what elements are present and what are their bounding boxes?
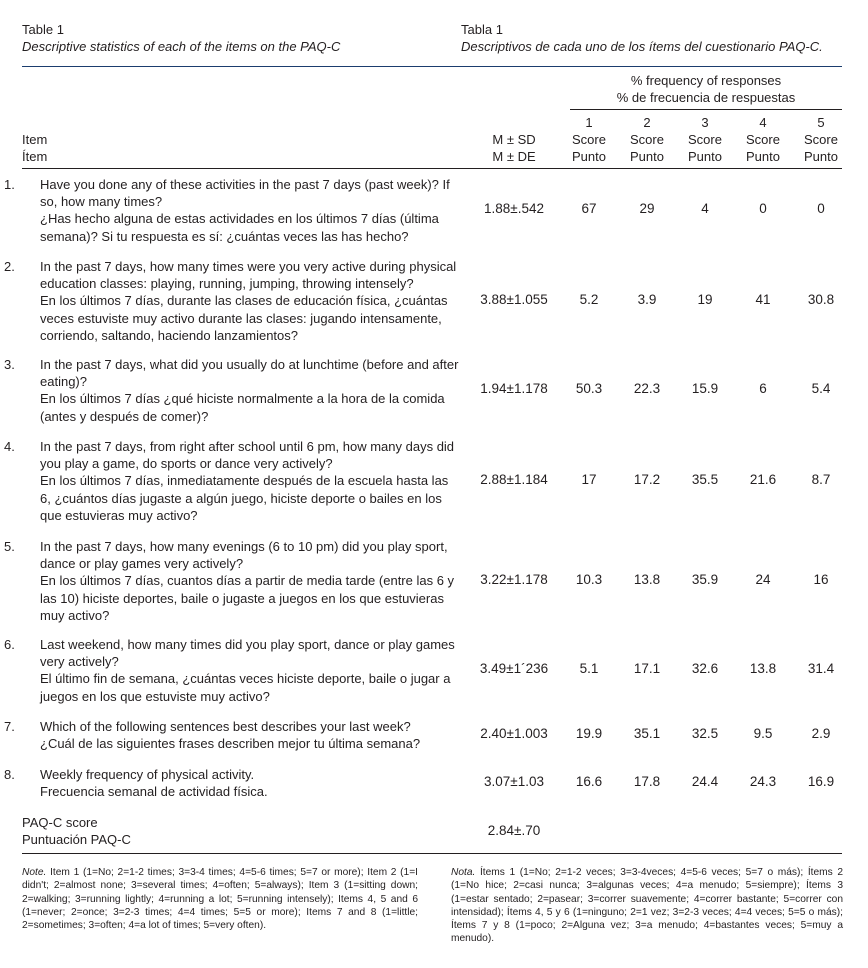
- table-subtitle-en: Descriptive statistics of each of the items on the PAQ-C: [22, 39, 341, 54]
- score-col-1-number: 1: [585, 115, 593, 130]
- row-7-score-1-value: 19.9: [575, 726, 603, 742]
- table-row-7-text: [4, 718, 462, 752]
- row-7-mean-sd: 2.40±1.003: [480, 726, 548, 742]
- row-6-score-3-value: 32.6: [691, 661, 719, 677]
- row-4-question-es: En los últimos 7 días, inmediatamente después de la escuela hasta las 6, ¿cuántos días jugaste a algún juego, hiciste deporte o bailes en los que estuvieras muy activo?: [40, 473, 449, 523]
- table-row-1-text: [4, 176, 462, 245]
- table-row-4-text: [4, 438, 462, 524]
- row-4-question-en: [4, 438, 462, 472]
- row-6-score-4-value: 13.8: [749, 661, 777, 677]
- row-5-score-5-value: 16: [813, 572, 829, 587]
- table-row-8-text: [4, 766, 462, 800]
- score-col-3-number: 3: [701, 115, 709, 130]
- score-col-3-label-es: Punto: [688, 149, 722, 164]
- row-8-question-en: [4, 766, 462, 783]
- row-3-score-5-value: 5.4: [811, 381, 831, 397]
- row-3-number: 3.: [4, 357, 15, 372]
- row-3-score-3-value: 15.9: [691, 381, 719, 397]
- row-6-question-en: [4, 636, 462, 670]
- score-col-1-label-en: Score: [572, 132, 606, 147]
- bottom-rule: [22, 853, 842, 854]
- row-7-score-3-value: 32.5: [691, 726, 719, 742]
- row-6-score-5-value: 31.4: [807, 661, 835, 677]
- row-8-score-4-value: 24.3: [749, 774, 777, 790]
- row-1-score-4-value: 0: [759, 201, 767, 217]
- score-col-5-label-es: Punto: [804, 149, 838, 164]
- score-col-3-label-en: Score: [688, 132, 722, 147]
- score-col-2-label-es: Punto: [630, 149, 664, 164]
- row-7-question-es: ¿Cuál de las siguientes frases describen mejor tu última semana?: [40, 736, 421, 752]
- row-5-mean-sd: 3.22±1.178: [480, 572, 548, 587]
- row-6-score-2-value: 17.1: [633, 661, 661, 677]
- freq-header-es: % de frecuencia de respuestas: [616, 90, 796, 105]
- row-1-question-en: [4, 176, 462, 210]
- row-3-question-es: En los últimos 7 días ¿qué hiciste normalmente a la hora de la comida (antes y después de comer)?: [40, 391, 445, 424]
- row-6-question-en-text: Last weekend, how many times did you play sport, dance or play games very actively?: [40, 637, 455, 670]
- row-4-question-en-text: In the past 7 days, from right after school until 6 pm, how many days did you play a game, do sports or dance very actively?: [40, 439, 455, 472]
- score-col-5-number: 5: [817, 115, 825, 130]
- row-2-score-4-value: 41: [755, 292, 771, 307]
- table-subtitle-es: Descriptivos de cada uno de los ítems del cuestionario PAQ-C.: [461, 39, 823, 54]
- row-3-question-en-text: In the past 7 days, what did you usually do at lunchtime (before and after eating)?: [40, 357, 459, 390]
- row-8-question-en-text: Weekly frequency of physical activity.: [40, 767, 255, 782]
- note-es-text: Ítems 1 (1=No; 2=1-2 veces; 3=3-4veces; 4=5-6 veces; 5=7 o más); Ítems 2 (1=No hice; 2=casi nunca; 3=algunas veces; 4=a menudo; 5=siempre); Ítems 3 (1=estar sentado; 2=pasear; 3=correr suavemente; 4=correr bastante; 5=correr con intensidad); Ítems 4, 5 y 6 (1=ninguno; 2=1 vez; 3=2-3 veces; 4=4 veces; 5=5 o más); Ítems 7 y 8 (1=poco; 2=Alguna vez; 3=a menudo; 4=bastantes veces; 5=muy a menudo).: [451, 867, 843, 945]
- row-5-score-2-value: 13.8: [633, 572, 661, 587]
- row-1-question-es: ¿Has hecho alguna de estas actividades en los últimos 7 días (última semana)? Si tu respuesta es sí: ¿cuántas veces las has hecho?: [40, 211, 439, 244]
- score-col-2-label-en: Score: [630, 132, 664, 147]
- row-1-number: 1.: [4, 177, 15, 192]
- header-rule: [22, 168, 842, 169]
- row-1-score-2-value: 29: [639, 201, 655, 217]
- row-4-number: 4.: [4, 439, 15, 454]
- row-1-mean-sd: 1.88±.542: [484, 201, 544, 217]
- row-4-score-3-value: 35.5: [691, 472, 719, 487]
- note-en-text: Item 1 (1=No; 2=1-2 times; 3=3-4 times; 4=5-6 times; 5=7 or more); Item 2 (1=I didn't; 2=almost none; 3=several times; 4=often; 5=always); Item 3 (1=sitting down; 2=walking; 3=running lightly; 4=running a lot; 5=running intensely); Items 4, 5 and 6 (1=never; 2=once; 3=2-3 times; 4=4 times; 5=5 or more); Items 7 and 8 (1=little; 2=sometimes; 3=often; 4=a lot of times; 5=very often).: [22, 867, 418, 932]
- top-rule: [22, 66, 842, 67]
- note-en: [22, 866, 418, 932]
- score-row-label-es: Puntuación PAQ-C: [22, 832, 131, 847]
- row-6-mean-sd: 3.49±1´236: [479, 661, 549, 677]
- row-3-mean-sd: 1.94±1.178: [480, 381, 548, 397]
- row-8-score-3-value: 24.4: [691, 774, 719, 790]
- row-3-score-1-value: 50.3: [575, 381, 603, 397]
- note-en-label: Note.: [22, 867, 47, 878]
- row-4-mean-sd: 2.88±1.184: [480, 472, 548, 487]
- table-row-6-text: [4, 636, 462, 705]
- score-row-label-en: PAQ-C score: [22, 815, 98, 830]
- score-col-1-label-es: Punto: [572, 149, 606, 164]
- row-2-score-1-value: 5.2: [579, 292, 599, 307]
- row-2-number: 2.: [4, 259, 15, 274]
- row-4-score-2-value: 17.2: [633, 472, 661, 487]
- freq-header-rule: [570, 109, 842, 110]
- row-2-mean-sd: 3.88±1.055: [480, 292, 548, 307]
- row-1-score-3-value: 4: [701, 201, 709, 217]
- row-2-question-es: En los últimos 7 días, durante las clases de educación física, ¿cuántas veces estuviste muy activo durante las clases: jugando intensamente, corriendo, saltando, haciendo lanzamientos?: [40, 293, 448, 343]
- col-item-en: Item: [22, 132, 48, 147]
- row-1-score-1-value: 67: [581, 201, 597, 217]
- row-4-score-4-value: 21.6: [749, 472, 777, 487]
- row-7-question-en: [4, 718, 462, 735]
- row-1-question-en-text: Have you done any of these activities in the past 7 days (past week)? If so, how many times?: [40, 177, 450, 210]
- col-msd-en: M ± SD: [492, 132, 536, 147]
- col-item-es: Ítem: [22, 149, 48, 164]
- score-row-msd: 2.84±.70: [487, 823, 541, 838]
- row-6-question-es: El último fin de semana, ¿cuántas veces hiciste deporte, baile o jugar a juegos en los que estuviste muy activo?: [40, 671, 451, 704]
- table-title-en: Table 1: [22, 22, 64, 37]
- table-row-2-text: [4, 258, 462, 344]
- row-5-score-4-value: 24: [755, 572, 771, 587]
- row-5-question-en: [4, 538, 462, 572]
- row-8-number: 8.: [4, 767, 15, 782]
- row-4-score-1-value: 17: [581, 472, 597, 487]
- row-8-score-2-value: 17.8: [633, 774, 661, 790]
- row-8-mean-sd: 3.07±1.03: [484, 774, 544, 790]
- row-6-number: 6.: [4, 637, 15, 652]
- row-1-score-5-value: 0: [817, 201, 825, 217]
- row-2-question-en: [4, 258, 462, 292]
- row-7-question-en-text: Which of the following sentences best describes your last week?: [40, 719, 411, 734]
- row-2-score-3-value: 19: [697, 292, 713, 307]
- score-col-2-number: 2: [643, 115, 651, 130]
- row-2-score-2-value: 3.9: [637, 292, 657, 307]
- row-8-score-1-value: 16.6: [575, 774, 603, 790]
- row-3-question-en: [4, 356, 462, 390]
- row-8-question-es: Frecuencia semanal de actividad física.: [40, 784, 268, 800]
- freq-header-en: % frequency of responses: [630, 73, 782, 88]
- row-2-score-5-value: 30.8: [807, 292, 835, 307]
- row-7-score-2-value: 35.1: [633, 726, 661, 742]
- row-6-score-1-value: 5.1: [579, 661, 599, 677]
- score-col-5-label-en: Score: [804, 132, 838, 147]
- row-5-score-3-value: 35.9: [691, 572, 719, 587]
- table-title-es: Tabla 1: [461, 22, 503, 37]
- row-4-score-5-value: 8.7: [811, 472, 831, 487]
- table-row-5-text: [4, 538, 462, 624]
- row-5-question-en-text: In the past 7 days, how many evenings (6 to 10 pm) did you play sport, dance or play games very actively?: [40, 539, 448, 572]
- row-5-number: 5.: [4, 539, 15, 554]
- table-row-3-text: [4, 356, 462, 425]
- row-3-score-2-value: 22.3: [633, 381, 661, 397]
- row-2-question-en-text: In the past 7 days, how many times were you very active during physical education classes: playing, running, jumping, throwing intensely?: [40, 259, 457, 292]
- row-7-number: 7.: [4, 719, 15, 734]
- row-5-question-es: En los últimos 7 días, cuantos días a partir de media tarde (entre las 6 y las 10) hiciste deportes, baile o jugaste a juegos en los que estuvieras muy activo?: [40, 573, 455, 623]
- row-8-score-5-value: 16.9: [807, 774, 835, 790]
- score-col-4-number: 4: [759, 115, 767, 130]
- note-es: [451, 866, 843, 946]
- score-col-4-label-en: Score: [746, 132, 780, 147]
- col-msd-es: M ± DE: [492, 149, 536, 164]
- row-3-score-4-value: 6: [759, 381, 767, 397]
- row-5-score-1-value: 10.3: [575, 572, 603, 587]
- note-es-label: Nota.: [451, 867, 476, 878]
- row-7-score-4-value: 9.5: [753, 726, 773, 742]
- row-7-score-5-value: 2.9: [811, 726, 831, 742]
- score-col-4-label-es: Punto: [746, 149, 780, 164]
